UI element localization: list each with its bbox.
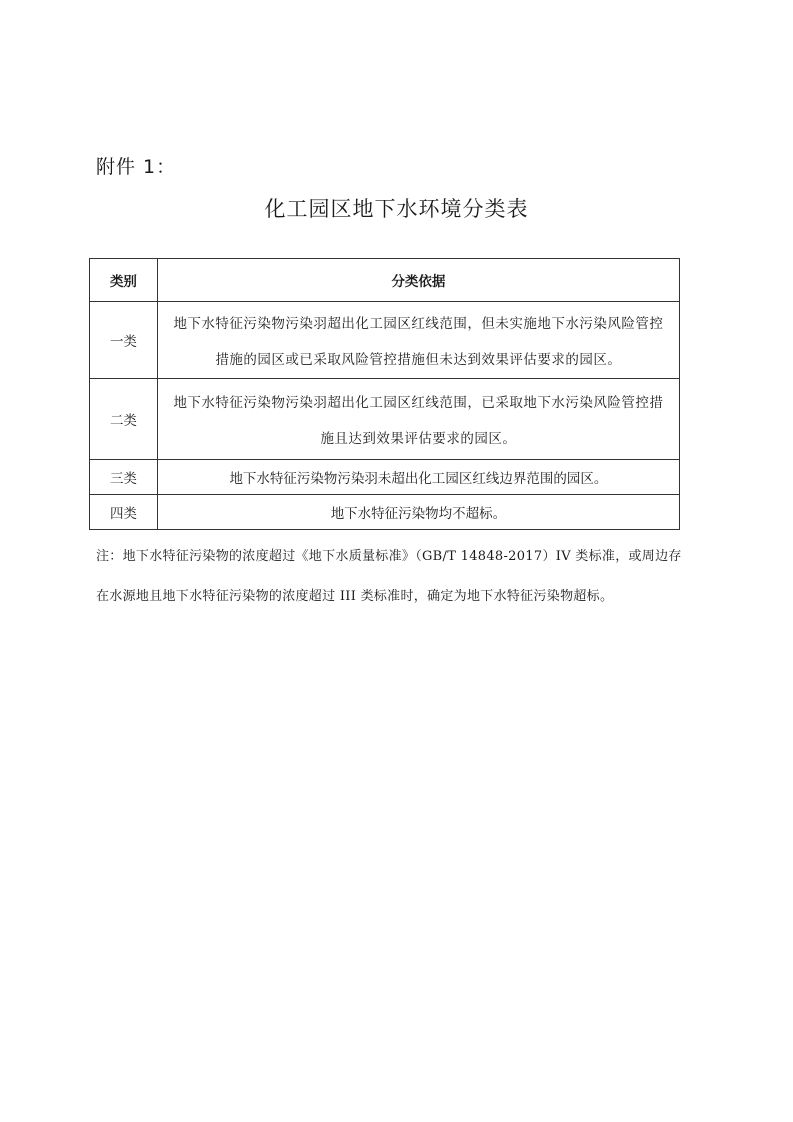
category-cell: 二类: [90, 379, 158, 460]
header-basis: 分类依据: [157, 259, 679, 302]
basis-line: 措施的园区或已采取风险管控措施但未达到效果评估要求的园区。: [215, 352, 622, 368]
table-note: [96, 537, 696, 617]
table-row: [90, 379, 680, 460]
table-header-row: [90, 259, 680, 302]
category-cell: 四类: [90, 495, 158, 530]
basis-cell: [157, 302, 679, 379]
basis-cell: [157, 379, 679, 460]
note-line: 注：地下水特征污染物的浓度超过《地下水质量标准》（GB/T 14848-2017）IV 类标准，或周边存: [96, 549, 682, 564]
basis-cell: 地下水特征污染物污染羽未超出化工园区红线边界范围的园区。: [157, 460, 679, 495]
header-category: 类别: [90, 259, 158, 302]
classification-table: [89, 258, 680, 530]
note-line: 在水源地且地下水特征污染物的浓度超过 III 类标准时，确定为地下水特征污染物超标。: [96, 589, 614, 604]
category-cell: 一类: [90, 302, 158, 379]
table-row: [90, 302, 680, 379]
category-cell: 三类: [90, 460, 158, 495]
basis-line: 地下水特征污染物污染羽超出化工园区红线范围，已采取地下水污染风险管控措: [173, 395, 664, 411]
document-title: 化工园区地下水环境分类表: [264, 197, 529, 221]
table-row: [90, 460, 680, 495]
basis-line: 地下水特征污染物污染羽超出化工园区红线范围，但未实施地下水污染风险管控: [173, 316, 664, 332]
attachment-label: 附件 1：: [96, 156, 177, 178]
table-row: [90, 495, 680, 530]
basis-cell: 地下水特征污染物均不超标。: [157, 495, 679, 530]
basis-line: 施且达到效果评估要求的园区。: [320, 431, 517, 447]
